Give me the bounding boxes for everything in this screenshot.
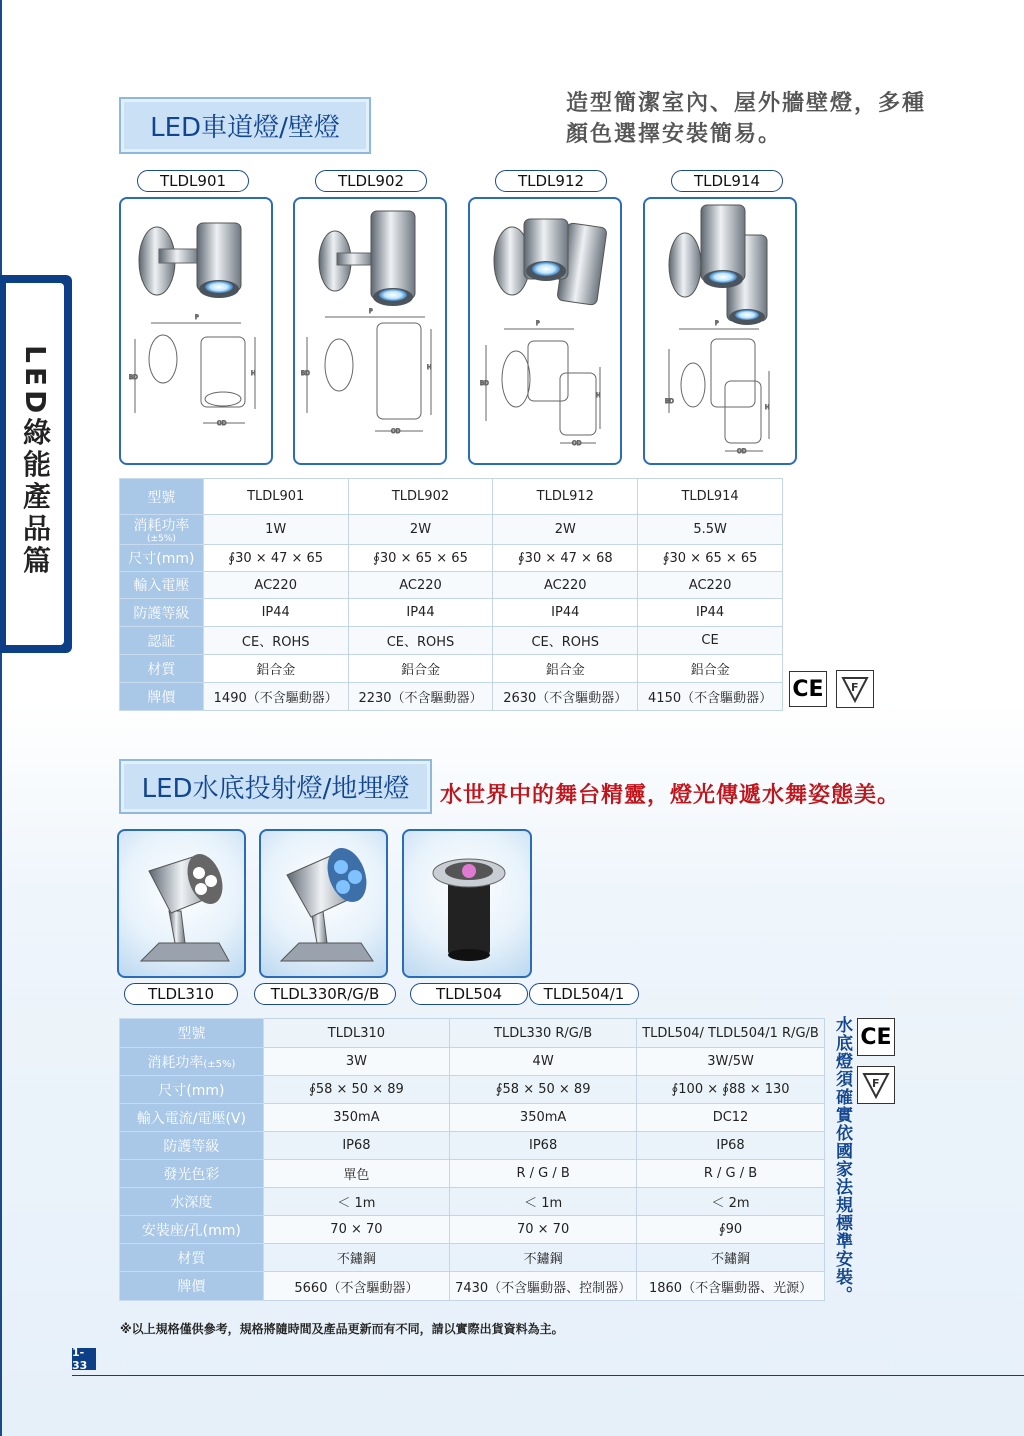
left-edge-line [0, 0, 2, 1436]
table-cell: TLDL912 [493, 479, 638, 515]
table-row [120, 479, 783, 515]
section2-title: LED水底投射燈/地埋燈 [119, 759, 432, 814]
table-row [120, 572, 783, 599]
table-row [120, 1104, 825, 1132]
table-cell: ∮30 × 47 × 68 [493, 545, 638, 572]
row-label: 防護等級 [120, 1132, 264, 1160]
spotlight-illustration [261, 831, 386, 976]
svg-text:F: F [872, 1077, 880, 1090]
product-image-tldl912 [468, 197, 622, 465]
product-image-tldl902 [293, 197, 447, 465]
table-cell: ∮30 × 47 × 65 [203, 545, 348, 572]
table-row [120, 683, 783, 711]
table-cell: DC12 [637, 1104, 825, 1132]
table-cell: 70 × 70 [450, 1216, 637, 1244]
table-cell: 2630（不含驅動器） [493, 683, 638, 711]
installation-note: 水底燈須確實依國家法規標準安裝。 [832, 1016, 852, 1304]
table-cell: ∮58 × 50 × 89 [263, 1076, 449, 1104]
svg-text:F: F [851, 681, 859, 694]
row-label: 型號 [120, 479, 204, 515]
row-label: 消耗功率(±5%) [120, 1048, 264, 1076]
table-cell: IP44 [638, 599, 783, 627]
table-cell: ∮100 × ∮88 × 130 [637, 1076, 825, 1104]
row-label: 水深度 [120, 1188, 264, 1216]
table-cell: IP68 [450, 1132, 637, 1160]
table-cell: ∮30 × 65 × 65 [638, 545, 783, 572]
model-pill-tldl310: TLDL310 [124, 983, 238, 1005]
svg-text:BD: BD [129, 374, 138, 381]
svg-text:BD: BD [480, 380, 489, 387]
bottom-rule [72, 1375, 1024, 1376]
table-cell: 3W [263, 1048, 449, 1076]
row-label: 輸入電流/電壓(V) [120, 1104, 264, 1132]
table-cell: 2W [348, 515, 493, 545]
svg-text:H: H [765, 404, 770, 411]
table-cell: IP68 [637, 1132, 825, 1160]
wall-lamp-illustration [645, 199, 795, 463]
table-row [120, 1076, 825, 1104]
table-cell: 鋁合金 [638, 655, 783, 683]
table-row [120, 599, 783, 627]
table-cell: TLDL902 [348, 479, 493, 515]
svg-text:OD: OD [391, 428, 401, 435]
table-cell: 5.5W [638, 515, 783, 545]
svg-text:P: P [715, 320, 719, 327]
table-cell: 350mA [450, 1104, 637, 1132]
f-mark-icon [836, 670, 874, 708]
row-label: 發光色彩 [120, 1160, 264, 1188]
page-number: 1-33 [72, 1348, 96, 1370]
product-image-tldl901 [119, 197, 273, 465]
table-cell: ∮90 [637, 1216, 825, 1244]
table-cell: 4W [450, 1048, 637, 1076]
row-label: 認証 [120, 627, 204, 655]
side-tab-label: LED綠能產品篇 [19, 345, 52, 578]
model-pill-tldl504: TLDL504 [410, 983, 528, 1005]
product-image-tldl330 [259, 829, 388, 978]
row-label: 牌價 [120, 683, 204, 711]
table-cell: 2W [493, 515, 638, 545]
table-cell: ∮58 × 50 × 89 [450, 1076, 637, 1104]
table-cell: CE [638, 627, 783, 655]
table-cell: IP68 [263, 1132, 449, 1160]
table-row [120, 1216, 825, 1244]
table-cell: AC220 [348, 572, 493, 599]
svg-text:BD: BD [665, 398, 674, 405]
table-cell: 鋁合金 [493, 655, 638, 683]
inground-lamp-illustration [404, 831, 530, 976]
svg-text:P: P [369, 308, 373, 315]
model-pill-tldl902: TLDL902 [315, 170, 427, 192]
table-cell: 2230（不含驅動器） [348, 683, 493, 711]
table-cell: ＜ 2m [637, 1188, 825, 1216]
product-image-tldl310 [117, 829, 246, 978]
table-cell: 單色 [263, 1160, 449, 1188]
row-label: 尺寸(mm) [120, 545, 204, 572]
spotlight-illustration [119, 831, 244, 976]
table-cell: 4150（不含驅動器） [638, 683, 783, 711]
row-sublabel: (±5%) [146, 534, 176, 544]
row-label: 型號 [120, 1019, 264, 1048]
table-cell: AC220 [203, 572, 348, 599]
svg-text:OD: OD [572, 440, 582, 447]
svg-text:OD: OD [217, 420, 227, 427]
table-cell: TLDL504/ TLDL504/1 R/G/B [637, 1019, 825, 1048]
spec-table-2 [119, 1018, 825, 1301]
section1-title: LED車道燈/壁燈 [119, 97, 371, 154]
side-tab [0, 275, 72, 653]
table-row [120, 1244, 825, 1272]
row-label: 安裝座/孔(mm) [120, 1216, 264, 1244]
row-label: 防護等級 [120, 599, 204, 627]
row-label: 尺寸(mm) [120, 1076, 264, 1104]
table-cell: 鋁合金 [203, 655, 348, 683]
model-pill-tldl912: TLDL912 [495, 170, 607, 192]
table-cell: 不鏽鋼 [450, 1244, 637, 1272]
row-label: 材質 [120, 1244, 264, 1272]
table-cell: IP44 [493, 599, 638, 627]
table-cell: R / G / B [450, 1160, 637, 1188]
table-cell: 1490（不含驅動器） [203, 683, 348, 711]
wall-lamp-illustration [470, 199, 620, 463]
ce-mark-icon: CE [857, 1018, 895, 1056]
table-row [120, 1048, 825, 1076]
wall-lamp-illustration [295, 199, 445, 463]
table-cell: 鋁合金 [348, 655, 493, 683]
product-image-tldl504 [402, 829, 532, 978]
table-row [120, 1188, 825, 1216]
table-row [120, 545, 783, 572]
svg-text:H: H [251, 370, 256, 377]
svg-text:OD: OD [737, 448, 747, 455]
table-cell: R / G / B [637, 1160, 825, 1188]
table-cell: CE、ROHS [203, 627, 348, 655]
table-cell: 5660（不含驅動器） [263, 1272, 449, 1301]
f-mark-icon [857, 1066, 895, 1104]
table-cell: ＜ 1m [450, 1188, 637, 1216]
table-cell: ∮30 × 65 × 65 [348, 545, 493, 572]
svg-text:H: H [596, 392, 601, 399]
table-cell: AC220 [638, 572, 783, 599]
table-row [120, 1019, 825, 1048]
table-cell: AC220 [493, 572, 638, 599]
row-label: 牌價 [120, 1272, 264, 1301]
table-cell: TLDL901 [203, 479, 348, 515]
model-pill-tldl330: TLDL330R/G/B [254, 983, 396, 1005]
table-cell: TLDL330 R/G/B [450, 1019, 637, 1048]
table-row [120, 1160, 825, 1188]
table-cell: 350mA [263, 1104, 449, 1132]
table-cell: 不鏽鋼 [263, 1244, 449, 1272]
table-cell: 1860（不含驅動器、光源） [637, 1272, 825, 1301]
table-cell: TLDL310 [263, 1019, 449, 1048]
table-cell: IP44 [203, 599, 348, 627]
footnote: ※以上規格僅供參考，規格將隨時間及產品更新而有不同，請以實際出貨資料為主。 [120, 1322, 564, 1336]
table-row [120, 1272, 825, 1301]
table-row [120, 1132, 825, 1160]
model-pill-tldl914: TLDL914 [671, 170, 783, 192]
row-label: 材質 [120, 655, 204, 683]
product-image-tldl914 [643, 197, 797, 465]
table-cell: CE、ROHS [493, 627, 638, 655]
table-row [120, 655, 783, 683]
table-row [120, 515, 783, 545]
table-cell: TLDL914 [638, 479, 783, 515]
table-cell: 不鏽鋼 [637, 1244, 825, 1272]
model-pill-tldl504-1: TLDL504/1 [529, 983, 639, 1005]
svg-text:BD: BD [301, 370, 310, 377]
table-cell: 3W/5W [637, 1048, 825, 1076]
row-label: 消耗功率 (±5%) [120, 515, 204, 545]
table-cell: ＜ 1m [263, 1188, 449, 1216]
table-cell: CE、ROHS [348, 627, 493, 655]
section1-slogan: 造型簡潔室內、屋外牆壁燈，多種顏色選擇安裝簡易。 [566, 90, 927, 147]
model-pill-tldl901: TLDL901 [137, 170, 249, 192]
section2-slogan: 水世界中的舞台精靈，燈光傳遞水舞姿態美。 [440, 782, 901, 808]
table-cell: 7430（不含驅動器、控制器） [450, 1272, 637, 1301]
row-sublabel: (±5%) [203, 1058, 236, 1070]
table-cell: 70 × 70 [263, 1216, 449, 1244]
ce-mark-icon: CE [789, 671, 827, 707]
table-cell: IP44 [348, 599, 493, 627]
table-row [120, 627, 783, 655]
svg-text:H: H [427, 364, 432, 371]
row-label: 輸入電壓 [120, 572, 204, 599]
table-cell: 1W [203, 515, 348, 545]
svg-text:P: P [536, 320, 540, 327]
wall-lamp-illustration [121, 199, 271, 463]
svg-text:P: P [195, 314, 199, 321]
spec-table-1 [119, 478, 783, 711]
